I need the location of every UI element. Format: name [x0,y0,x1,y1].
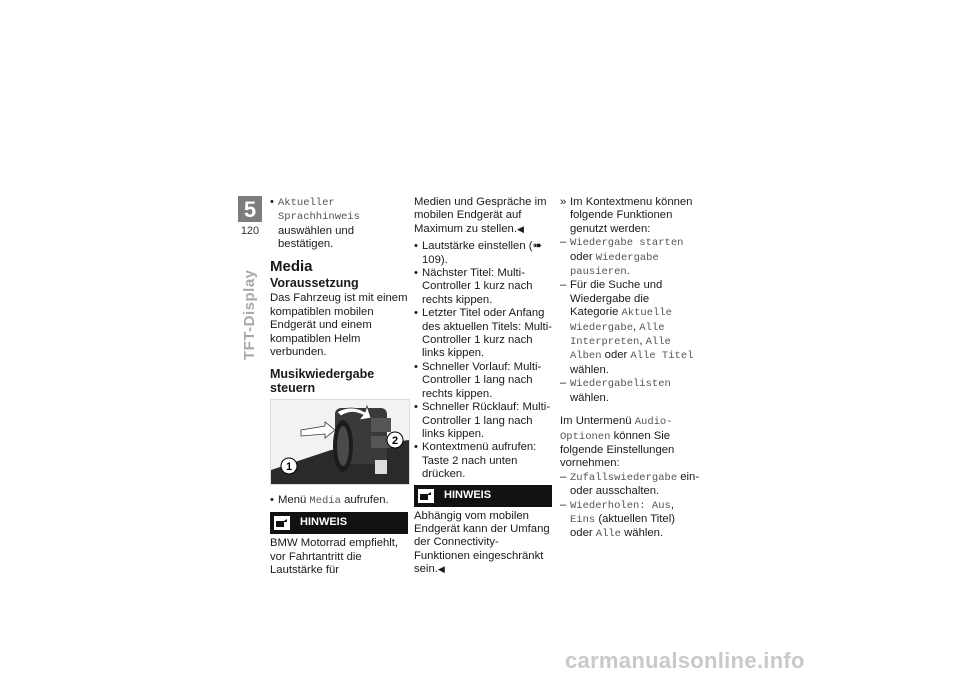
list-item: – Zufallswiedergabe ein- oder ausschalten. [560,471,700,499]
handlebar-photo [270,399,410,485]
list-item: – Wiedergabe starten oder Wiedergabe pausieren. [560,236,700,279]
watermark: carmanualsonline.info [565,648,805,673]
column-2 [414,196,552,577]
list-item: • Letzter Titel oder Anfang des aktuellen Titels: Multi-Controller 1 kurz nach links kippen. [414,307,552,361]
callout-1: 1 [285,461,293,474]
submenu-text: Im Untermenü Audio-Optionen können Sie folgende Einstellungen vornehmen: [560,415,675,470]
column-3 [560,196,700,542]
list-item: • Kontextmenü aufrufen: Taste 2 nach unten drücken. [414,441,552,481]
list-item: • Schneller Vorlauf: Multi-Controller 1 lang nach rechts kippen. [414,361,552,401]
list-item: • Lautstärke einstellen (➠ 109). [414,240,552,267]
hinweis-text: BMW Motorrad empfiehlt, vor Fahrtantritt die Lautstärke für [270,537,399,576]
callout-2: 2 [391,435,399,448]
list-item: • Menü Media aufrufen. [270,494,408,508]
hinweis-text: Abhängig vom mobilen Endgerät kann der Umfang der Connectivity-Funktionen eingeschränkt sein.◀ [414,509,550,576]
end-mark-icon: ◀ [437,564,445,575]
pointing-hand-icon [418,489,434,503]
chapter-title: TFT-Display [241,269,258,360]
continued-text: Medien und Gespräche im mobilen Endgerät auf Maximum zu stellen.◀ [414,196,547,235]
hinweis-box: HINWEIS [270,512,408,534]
end-mark-icon: ◀ [516,223,524,234]
hinweis-box: HINWEIS [414,485,552,507]
heading-media: Media [270,257,313,275]
list-item: • Nächster Titel: Multi-Controller 1 kurz nach rechts kippen. [414,267,552,307]
list-item: • Schneller Rücklauf: Multi-Controller 1 lang nach links kippen. [414,401,552,441]
heading-voraussetzung: Voraussetzung [270,276,359,291]
chapter-marker [238,196,262,237]
chapter-number: 5 [238,196,262,222]
list-item: • Aktueller Sprachhinweis auswählen und bestätigen. [270,196,408,252]
list-item: – Wiederholen: Aus, Eins (aktuellen Titel) oder Alle wählen. [560,499,700,542]
heading-musikwiedergabe: Musikwiedergabe steuern [270,367,375,395]
list-item: – Für die Suche und Wiedergabe die Kategorie Aktuelle Wiedergabe, Alle Interpreten, Alle Alben oder Alle Titel wählen. [560,279,700,377]
list-item: – Wiedergabelisten wählen. [560,377,700,405]
result-item: » Im Kontextmenu können folgende Funktionen genutzt werden: [560,196,700,236]
page-number: 120 [240,225,260,237]
column-1 [270,196,408,577]
pointing-hand-icon [274,516,290,530]
voraussetzung-text: Das Fahrzeug ist mit einem kompatiblen mobilen Endgerät und einem kompatiblen Helm verbunden. [270,292,408,359]
